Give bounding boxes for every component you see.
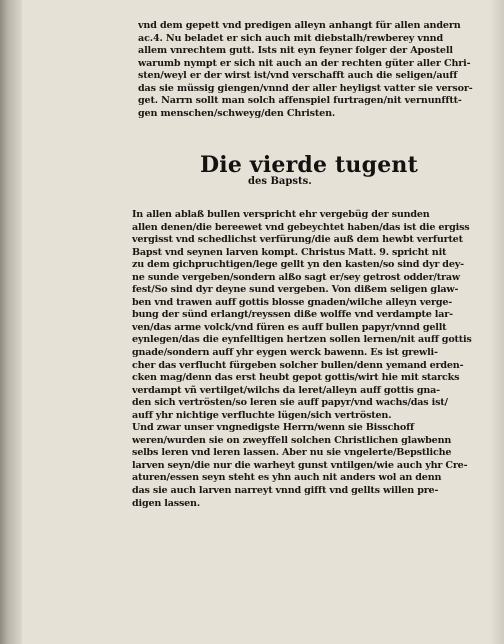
text-line: vnd dem gepett vnd predigen alleyn anhangt für allen andern — [138, 20, 461, 31]
text-line: das sie auch larven narreyt vnnd gifft vnd gellts willen pre- — [132, 485, 439, 497]
text-line: ven/das arme volck/vnd füren es auff bullen papyr/vnnd gellt — [132, 321, 447, 333]
text-line: Bapst vnd seynen larven kompt. Christus Matt. 9. spricht nit — [132, 246, 447, 258]
text-line: digen lassen. — [132, 497, 200, 509]
text-line: verdampt vñ vertilget/wilchs da leret/alleyn auff gottis gna- — [132, 384, 440, 396]
text-line: vergisst vnd schedlichst verfürung/die auß dem hewbt verfurtet — [132, 234, 463, 246]
text-line: allem vnrechtem gutt. Ists nit eyn feyner folger der Apostell — [138, 45, 453, 57]
text-line: den sich vertrösten/so leren sie auff papyr/vnd wachs/das ist/ — [132, 397, 448, 409]
section-heading-block — [200, 152, 418, 187]
section-subheading: des Bapsts. — [248, 176, 312, 187]
top-paragraph — [138, 20, 474, 120]
text-line: aturen/essen seyn steht es yhn auch nit anders wol an denn — [132, 472, 442, 484]
text-line: warumb nympt er sich nit auch an der rechten güter aller Chri- — [138, 57, 471, 69]
text-line: fest/So sind dyr deyne sund vergeben. Von dißem seligen glaw- — [132, 284, 459, 296]
text-line: In allen ablaß bullen verspricht ehr vergebüg der sunden — [132, 209, 430, 220]
text-line: cher das verflucht fürgeben solcher bullen/denn yemand erden- — [132, 359, 464, 371]
text-line: gen menschen/schweyg/den Christen. — [138, 107, 336, 119]
text-line: cken mag/denn das erst heubt gepot gottis/wirt hie mit starcks — [132, 372, 460, 384]
text-line: bung der sünd erlangt/reyssen diße wolffe vnd verdampte lar- — [132, 309, 453, 321]
text-line: Und zwar unser vngnedigste Herrn/wenn sie Bisschoff — [132, 422, 414, 434]
text-line: sten/weyl er der wirst ist/vnd verschafft auch die seligen/auff — [138, 70, 458, 82]
text-line: selbs leren vnd leren lassen. Aber nu sie vngelerte/Bepstliche — [132, 447, 452, 459]
text-line: das sie müssig giengen/vnnd der aller heyligst vatter sie versor- — [138, 82, 473, 94]
text-line: larven seyn/die nur die warheyt gunst vntilgen/wie auch yhr Cre- — [132, 459, 468, 471]
text-line: auff yhr nichtige verfluchte lügen/sich vertrösten. — [132, 409, 392, 421]
body-paragraph — [132, 209, 477, 510]
text-line: get. Narrn sollt man solch affenspiel furtragen/nit vernunfftt- — [138, 95, 462, 107]
text-line: ac.4. Nu beladet er sich auch mit diebstalh/rewberey vnnd — [138, 32, 444, 44]
text-line: zu dem gichpruchtigen/lege gellt yn den kasten/so sind dyr dey- — [132, 259, 464, 271]
text-line: gnade/sondern auff yhr eygen werck bawenn. Es ist grewli- — [132, 347, 438, 359]
section-heading: Die vierde tugent — [200, 152, 418, 178]
book-gutter-shadow — [0, 0, 22, 644]
text-line: ne sunde vergeben/sondern alßo sagt er/sey getrost odder/traw — [132, 271, 460, 283]
text-line: allen denen/die bereewet vnd gebeychtet haben/das ist die ergiss — [132, 221, 470, 233]
page-edge — [490, 0, 504, 644]
text-line: ben vnd trawen auff gottis blosse gnaden/wilche alleyn verge- — [132, 296, 453, 308]
text-line: eynlegen/das die eynfelltigen hertzen sollen lernen/nit auff gottis — [132, 334, 472, 346]
text-line: weren/wurden sie on zweyffell solchen Christlichen glawbenn — [132, 434, 452, 446]
